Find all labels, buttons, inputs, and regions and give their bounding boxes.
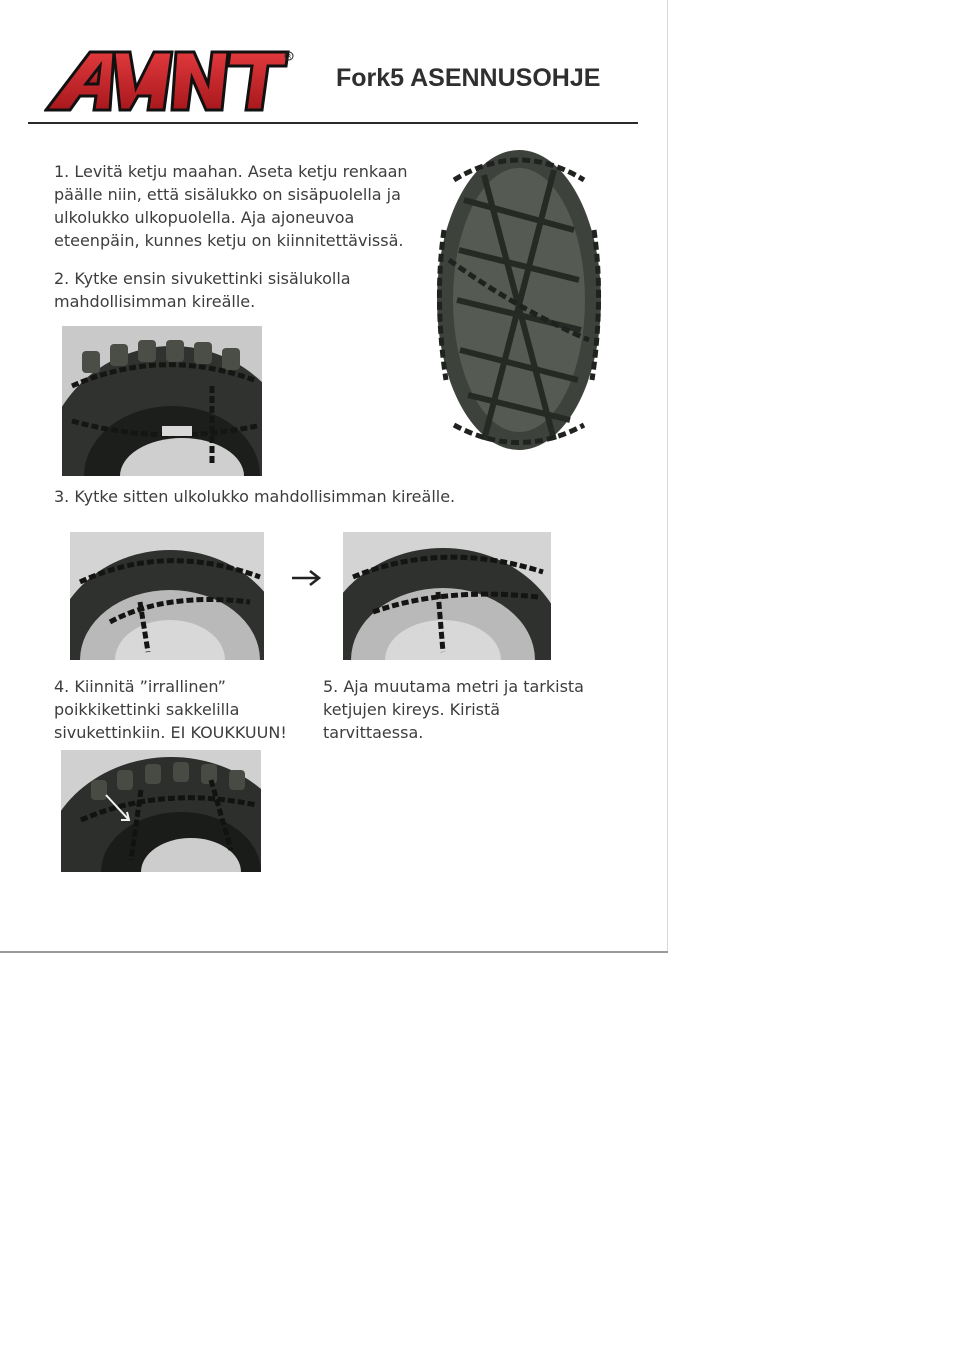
step-1-text: 1. Levitä ketju maahan. Aseta ketju renkaan päälle niin, että sisälukko on sisäpuolella ja ulkolukko ulkopuolella. Aja ajoneuvoa eteenpäin, kunnes ketju on kiinnitettävissä.	[54, 162, 408, 250]
sheet-bottom-edge	[0, 951, 668, 953]
header-divider	[28, 122, 638, 124]
step-2-text: 2. Kytke ensin sivukettinki sisälukolla mahdollisimman kireälle.	[54, 269, 351, 311]
document-title: Fork5 ASENNUSOHJE	[336, 64, 601, 92]
tire-chain-photo	[424, 140, 614, 460]
step-3-photo-after	[343, 532, 551, 660]
step-4-text: 4. Kiinnitä ”irrallinen” poikkikettinki sakkelilla sivukettinkiin. EI KOUKKUUN!	[54, 677, 287, 742]
svg-text:R: R	[287, 53, 292, 61]
step-3-text: 3. Kytke sitten ulkolukko mahdollisimman kireälle.	[54, 487, 456, 506]
instruction-sheet	[0, 0, 668, 952]
avant-logo	[44, 48, 294, 114]
right-arrow-icon	[290, 566, 324, 590]
step-3-photo-before	[70, 532, 264, 660]
sheet-edge	[667, 0, 668, 952]
step-4-photo	[61, 750, 261, 872]
step-5-text: 5. Aja muutama metri ja tarkista ketjujen kireys. Kiristä tarvittaessa.	[323, 677, 584, 742]
step-2-photo	[62, 326, 262, 476]
